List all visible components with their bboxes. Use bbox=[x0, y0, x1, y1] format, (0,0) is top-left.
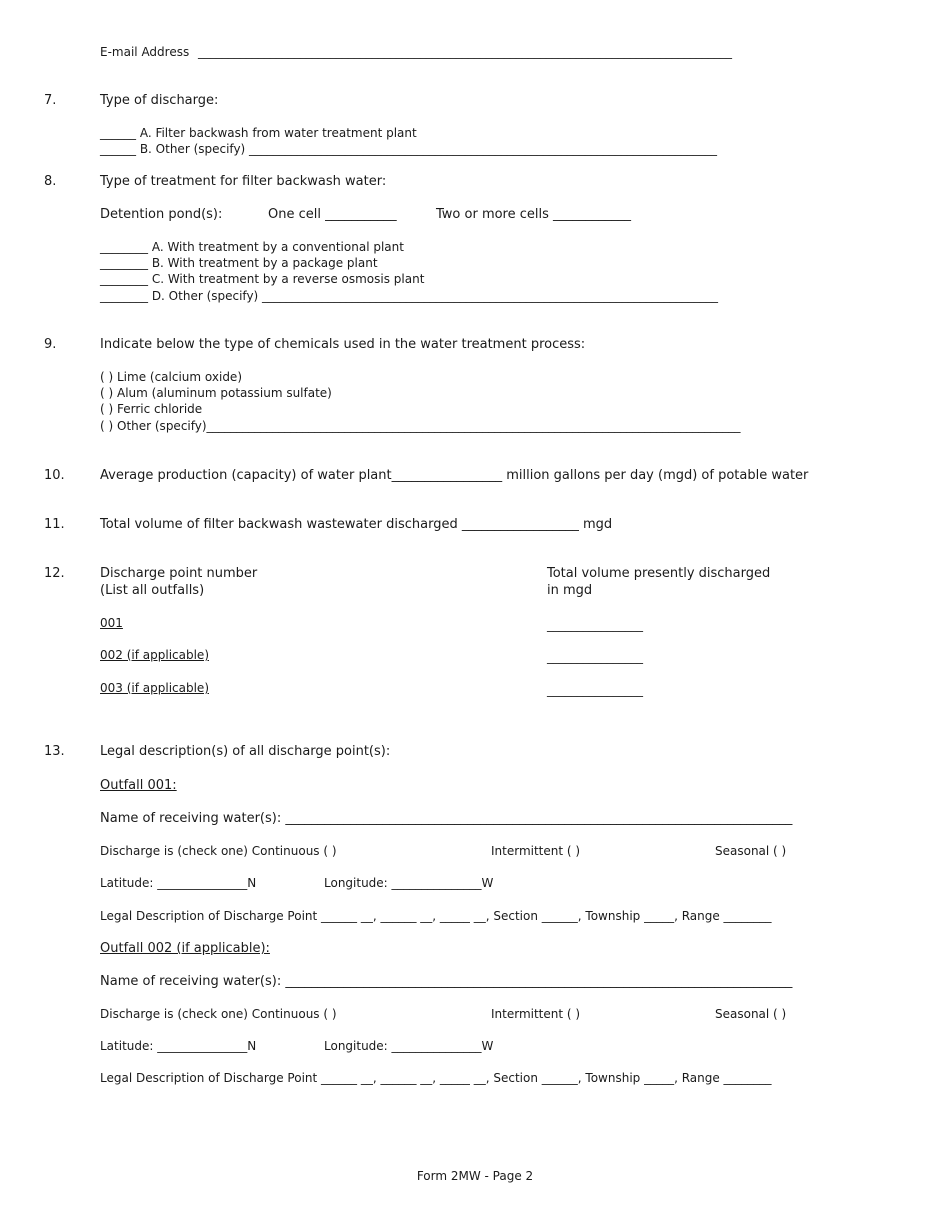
outfall-001-heading: Outfall 001: bbox=[100, 778, 177, 793]
outfall-002-volume[interactable]: ________________ bbox=[547, 650, 643, 664]
chemical-lime[interactable]: ( ) Lime (calcium oxide) bbox=[100, 370, 242, 384]
email-field[interactable]: _________________________________________________________________________________________ bbox=[198, 45, 732, 59]
outfall-001-longitude[interactable]: Longitude: _______________W bbox=[324, 876, 494, 890]
q10-text[interactable]: Average production (capacity) of water plant_________________ million gallons per day (mgd) of potable water bbox=[100, 468, 809, 483]
one-cell-field[interactable]: One cell ___________ bbox=[268, 207, 397, 222]
q12-right-subheader: in mgd bbox=[547, 583, 593, 598]
outfall-002-latitude[interactable]: Latitude: _______________N bbox=[100, 1039, 257, 1053]
q7-title: Type of discharge: bbox=[100, 93, 219, 108]
q8-option-d[interactable]: ________ D. Other (specify) ____________________________________________________________________________ bbox=[100, 289, 719, 303]
q10-number: 10. bbox=[44, 468, 65, 483]
outfall-001-volume[interactable]: ________________ bbox=[547, 618, 643, 632]
q8-option-c[interactable]: ________ C. With treatment by a reverse osmosis plant bbox=[100, 272, 425, 286]
outfall-002-receiving-water[interactable]: Name of receiving water(s): ______________________________________________________________________________ bbox=[100, 974, 793, 989]
email-label: E-mail Address bbox=[100, 45, 190, 59]
outfall-003-label: 003 (if applicable) bbox=[100, 681, 209, 695]
page-footer: Form 2MW - Page 2 bbox=[416, 1169, 534, 1183]
chemical-other[interactable]: ( ) Other (specify)_________________________________________________________________________________________ bbox=[100, 419, 741, 433]
outfall-001-continuous[interactable]: Discharge is (check one) Continuous ( ) bbox=[100, 844, 337, 858]
outfall-002-intermittent[interactable]: Intermittent ( ) bbox=[491, 1007, 581, 1021]
q7-number: 7. bbox=[44, 93, 57, 108]
outfall-002-label: 002 (if applicable) bbox=[100, 648, 209, 662]
outfall-001-receiving-water[interactable]: Name of receiving water(s): ______________________________________________________________________________ bbox=[100, 811, 793, 826]
q8-option-a[interactable]: ________ A. With treatment by a conventional plant bbox=[100, 240, 404, 254]
chemical-alum[interactable]: ( ) Alum (aluminum potassium sulfate) bbox=[100, 386, 332, 400]
q12-left-subheader: (List all outfalls) bbox=[100, 583, 205, 598]
outfall-001-intermittent[interactable]: Intermittent ( ) bbox=[491, 844, 581, 858]
q12-number: 12. bbox=[44, 566, 65, 581]
outfall-002-heading: Outfall 002 (if applicable): bbox=[100, 941, 270, 956]
outfall-002-continuous[interactable]: Discharge is (check one) Continuous ( ) bbox=[100, 1007, 337, 1021]
q12-left-header: Discharge point number bbox=[100, 566, 258, 581]
q8-number: 8. bbox=[44, 174, 57, 189]
outfall-001-latitude[interactable]: Latitude: _______________N bbox=[100, 876, 257, 890]
outfall-002-longitude[interactable]: Longitude: _______________W bbox=[324, 1039, 494, 1053]
q8-option-b[interactable]: ________ B. With treatment by a package plant bbox=[100, 256, 378, 270]
q9-number: 9. bbox=[44, 337, 57, 352]
q12-right-header: Total volume presently discharged bbox=[547, 566, 771, 581]
outfall-001-label: 001 bbox=[100, 616, 123, 630]
q11-number: 11. bbox=[44, 517, 65, 532]
q13-title: Legal description(s) of all discharge point(s): bbox=[100, 744, 391, 759]
outfall-002-legal-description[interactable]: Legal Description of Discharge Point ______ __, ______ __, _____ __, Section ______, Township _____, Range ________ bbox=[100, 1071, 772, 1085]
outfall-003-volume[interactable]: ________________ bbox=[547, 683, 643, 697]
outfall-002-seasonal[interactable]: Seasonal ( ) bbox=[715, 1007, 787, 1021]
outfall-001-legal-description[interactable]: Legal Description of Discharge Point ______ __, ______ __, _____ __, Section ______, Township _____, Range ________ bbox=[100, 909, 772, 923]
q7-option-b[interactable]: ______ B. Other (specify) ______________________________________________________________________________ bbox=[100, 142, 718, 156]
two-cells-field[interactable]: Two or more cells ____________ bbox=[436, 207, 632, 222]
chemical-ferric-chloride[interactable]: ( ) Ferric chloride bbox=[100, 402, 203, 416]
q8-title: Type of treatment for filter backwash water: bbox=[100, 174, 387, 189]
q7-option-a[interactable]: ______ A. Filter backwash from water treatment plant bbox=[100, 126, 417, 140]
outfall-001-seasonal[interactable]: Seasonal ( ) bbox=[715, 844, 787, 858]
q11-text[interactable]: Total volume of filter backwash wastewater discharged __________________ mgd bbox=[100, 517, 613, 532]
detention-pond-label: Detention pond(s): bbox=[100, 207, 223, 222]
q13-number: 13. bbox=[44, 744, 65, 759]
q9-title: Indicate below the type of chemicals used in the water treatment process: bbox=[100, 337, 586, 352]
